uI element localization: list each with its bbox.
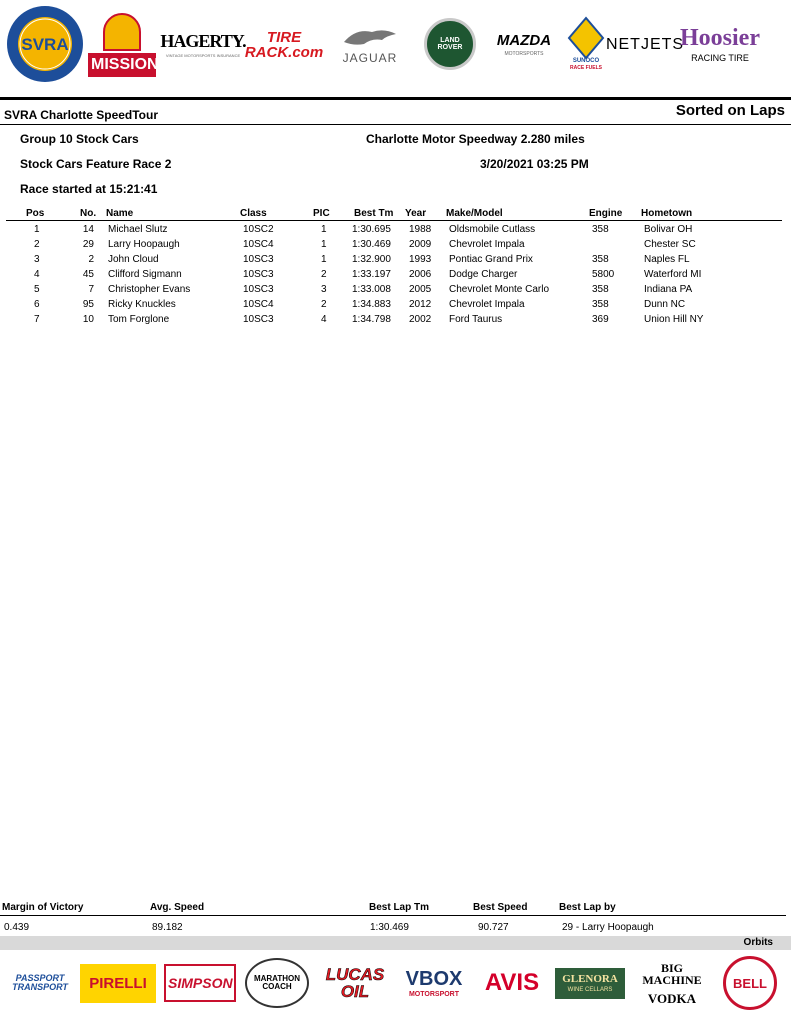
- row-engine: 358: [592, 284, 609, 295]
- row-engine: 369: [592, 314, 609, 325]
- col-best-time: Best Tm: [354, 208, 394, 219]
- table-row: [0, 224, 791, 239]
- landrover-oval-icon: LAND ROVER: [424, 18, 476, 70]
- hoosier-logo: Hoosier RACING TIRE: [680, 24, 760, 63]
- race-start-time: Race started at 15:21:41: [20, 182, 158, 196]
- netjets-logo: NETJETS: [605, 36, 685, 53]
- table-row: [0, 254, 791, 269]
- row-class: 10SC3: [243, 314, 274, 325]
- race-datetime: 3/20/2021 03:25 PM: [480, 157, 589, 171]
- marathon-wreath-icon: MARATHON COACH: [245, 958, 309, 1008]
- tirerack-logo: TIRE RACK.com: [244, 29, 324, 61]
- row-pic: 2: [321, 299, 327, 310]
- glenora-logo: [552, 952, 628, 1014]
- row-pic: 1: [321, 254, 327, 265]
- simpson-logo: SIMPSON: [164, 952, 236, 1014]
- row-class: 10SC3: [243, 269, 274, 280]
- orbits-bar: [0, 936, 791, 950]
- top-sponsor-strip: [0, 0, 791, 92]
- svra-seal-icon: [5, 4, 85, 84]
- landrover-logo: [418, 6, 482, 82]
- lucas-oil-logo: LUCAS OIL: [325, 965, 385, 1001]
- row-pos: 2: [34, 239, 40, 250]
- avis-logo: AVIS: [484, 969, 540, 996]
- row-hometown: Waterford MI: [644, 269, 702, 280]
- best-lap-by-label: Best Lap by: [559, 902, 616, 913]
- column-header-rule: [6, 220, 782, 221]
- passport-transport-logo: PASSPORT TRANSPORT: [12, 973, 68, 992]
- mission-logo: MISSION: [88, 8, 156, 82]
- event-rule: [0, 124, 791, 125]
- row-best-time: 1:30.469: [352, 239, 391, 250]
- row-make-model: Oldsmobile Cutlass: [449, 224, 536, 235]
- row-no: 2: [88, 254, 94, 265]
- row-no: 10: [82, 314, 94, 325]
- best-lap-by-value: 29 - Larry Hoopaugh: [562, 922, 654, 933]
- big-machine-vodka-logo: BIG MACHINE VODKA: [642, 960, 702, 1006]
- row-engine: 358: [592, 299, 609, 310]
- row-no: 29: [82, 239, 94, 250]
- row-class: 10SC3: [243, 284, 274, 295]
- hagerty-logo: HAGERTY. VINTAGE MOTORSPORTS INSURANCE: [160, 31, 246, 58]
- jaguar-leaper-icon: [342, 22, 398, 52]
- col-year: Year: [405, 208, 427, 219]
- col-name: Name: [106, 208, 134, 219]
- row-year: 2006: [409, 269, 432, 280]
- col-engine: Engine: [589, 208, 623, 219]
- row-engine: 358: [592, 224, 609, 235]
- table-row: [0, 314, 791, 329]
- row-pos: 7: [34, 314, 40, 325]
- best-speed-value: 90.727: [478, 922, 509, 933]
- sunoco-diamond-icon: [569, 18, 603, 58]
- margin-label: Margin of Victory: [2, 902, 84, 913]
- row-pic: 4: [321, 314, 327, 325]
- col-pos: Pos: [26, 208, 45, 219]
- row-engine: 358: [592, 254, 609, 265]
- row-year: 1993: [409, 254, 432, 265]
- row-best-time: 1:34.798: [352, 314, 391, 325]
- row-class: 10SC4: [243, 299, 274, 310]
- row-hometown: Chester SC: [644, 239, 696, 250]
- group-title: Group 10 Stock Cars: [20, 132, 139, 146]
- row-best-time: 1:33.008: [352, 284, 391, 295]
- row-year: 2009: [409, 239, 432, 250]
- sort-label: Sorted on Laps: [675, 102, 785, 119]
- row-class: 10SC2: [243, 224, 274, 235]
- row-no: 45: [82, 269, 94, 280]
- row-pic: 3: [321, 284, 327, 295]
- row-no: 95: [82, 299, 94, 310]
- row-hometown: Indiana PA: [644, 284, 693, 295]
- row-hometown: Bolivar OH: [644, 224, 693, 235]
- header-rule: [0, 97, 791, 100]
- row-name: Christopher Evans: [108, 284, 191, 295]
- row-pos: 3: [34, 254, 40, 265]
- table-row: [0, 269, 791, 284]
- svra-logo: [4, 4, 86, 84]
- row-class: 10SC3: [243, 254, 274, 265]
- best-lap-value: 1:30.469: [370, 922, 409, 933]
- table-row: [0, 284, 791, 299]
- bell-circle-icon: BELL: [723, 956, 777, 1010]
- row-pic: 2: [321, 269, 327, 280]
- row-year: 1988: [409, 224, 432, 235]
- row-make-model: Chevrolet Monte Carlo: [449, 284, 550, 295]
- row-year: 2002: [409, 314, 432, 325]
- mazda-logo: MAZDA MOTORSPORTS: [496, 32, 552, 57]
- row-name: Ricky Knuckles: [108, 299, 176, 310]
- row-make-model: Pontiac Grand Prix: [449, 254, 533, 265]
- row-best-time: 1:33.197: [352, 269, 391, 280]
- mission-emblem-icon: [103, 13, 141, 51]
- pirelli-logo: PIRELLI: [80, 952, 156, 1014]
- row-year: 2012: [409, 299, 432, 310]
- row-hometown: Union Hill NY: [644, 314, 704, 325]
- row-no: 7: [88, 284, 94, 295]
- row-pos: 5: [34, 284, 40, 295]
- row-pic: 1: [321, 239, 327, 250]
- row-best-time: 1:32.900: [352, 254, 391, 265]
- row-hometown: Naples FL: [644, 254, 690, 265]
- row-make-model: Dodge Charger: [449, 269, 518, 280]
- col-pic: PIC: [313, 208, 330, 219]
- col-hometown: Hometown: [641, 208, 693, 219]
- marathon-coach-logo: [240, 952, 314, 1014]
- row-no: 14: [82, 224, 94, 235]
- row-hometown: Dunn NC: [644, 299, 686, 310]
- svg-text:SVRA: SVRA: [21, 35, 69, 54]
- row-year: 2005: [409, 284, 432, 295]
- event-title: SVRA Charlotte SpeedTour: [4, 108, 159, 122]
- row-best-time: 1:34.883: [352, 299, 391, 310]
- row-engine: 5800: [592, 269, 615, 280]
- row-pos: 1: [34, 224, 40, 235]
- race-title: Stock Cars Feature Race 2: [20, 157, 172, 171]
- orbits-label: Orbits: [743, 937, 773, 948]
- summary-rule: [0, 915, 786, 916]
- glenora-panel: GLENORA WINE CELLARS: [555, 968, 625, 999]
- row-best-time: 1:30.695: [352, 224, 391, 235]
- table-row: [0, 239, 791, 254]
- jaguar-logo: JAGUAR: [334, 8, 406, 78]
- best-speed-label: Best Speed: [473, 902, 528, 913]
- avg-speed-label: Avg. Speed: [150, 902, 205, 913]
- vbox-logo: VBOX MOTORSPORT: [405, 967, 463, 998]
- row-make-model: Chevrolet Impala: [449, 299, 525, 310]
- row-class: 10SC4: [243, 239, 274, 250]
- best-lap-label: Best Lap Tm: [369, 902, 430, 913]
- row-pic: 1: [321, 224, 327, 235]
- bell-helmets-logo: [720, 952, 780, 1014]
- row-name: John Cloud: [108, 254, 159, 265]
- row-make-model: Ford Taurus: [449, 314, 503, 325]
- row-pos: 4: [34, 269, 40, 280]
- col-class: Class: [240, 208, 267, 219]
- avg-speed-value: 89.182: [152, 922, 183, 933]
- row-name: Clifford Sigmann: [108, 269, 182, 280]
- row-name: Michael Slutz: [108, 224, 168, 235]
- row-name: Tom Forglone: [108, 314, 170, 325]
- track-title: Charlotte Motor Speedway 2.280 miles: [366, 132, 585, 146]
- sunoco-logo: SUNOCO RACE FUELS: [566, 6, 606, 82]
- table-row: [0, 299, 791, 314]
- row-pos: 6: [34, 299, 40, 310]
- col-make-model: Make/Model: [446, 208, 503, 219]
- col-no: No.: [80, 208, 97, 219]
- row-name: Larry Hoopaugh: [108, 239, 180, 250]
- margin-value: 0.439: [4, 922, 30, 933]
- row-make-model: Chevrolet Impala: [449, 239, 525, 250]
